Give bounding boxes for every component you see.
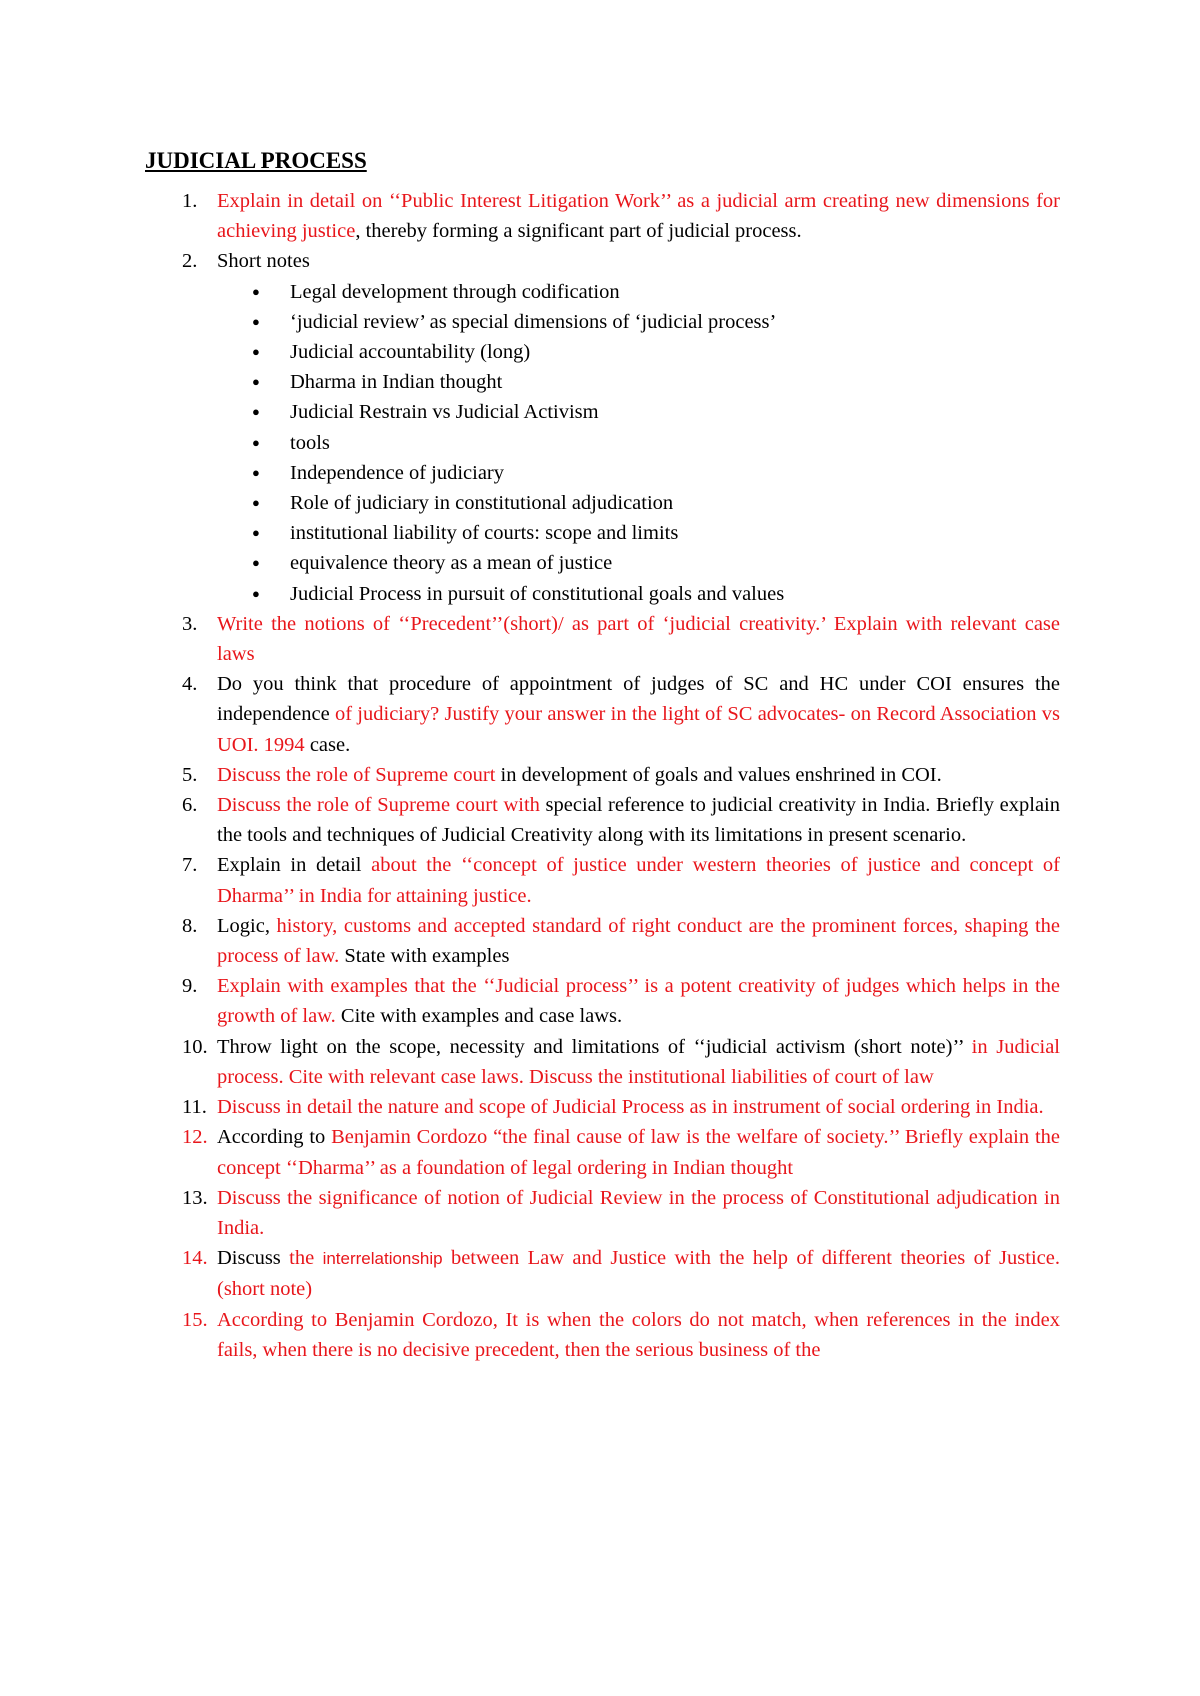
- question-number: 2.: [182, 250, 198, 273]
- text-segment: Throw light on the scope, necessity and limitations of ‘‘judicial activism (short note)’’: [217, 1035, 972, 1058]
- text-segment: , thereby forming a significant part of judicial process.: [355, 220, 802, 243]
- short-note-item: [217, 307, 1060, 337]
- question-number: 1.: [182, 190, 198, 212]
- question-text: [217, 975, 1060, 1027]
- bullet-icon: ●: [252, 525, 260, 541]
- bullet-icon: ●: [252, 495, 260, 511]
- bullet-icon: ●: [252, 344, 260, 360]
- text-segment: According to: [217, 1126, 332, 1149]
- text-segment: Write the notions of ‘‘Precedent’’(short)/ as part of ‘judicial creativity.’ Explain with relevant case laws: [217, 612, 1060, 666]
- text-segment: Discuss the role of Supreme court: [217, 763, 496, 786]
- question-text: [217, 250, 310, 272]
- question-item: [145, 850, 1060, 910]
- question-number: 5.: [182, 763, 198, 786]
- question-text: [217, 915, 1060, 967]
- text-segment: Logic,: [217, 914, 277, 937]
- question-item: [145, 1305, 1060, 1365]
- question-text: [217, 854, 1060, 906]
- text-segment: Explain in detail: [217, 854, 372, 877]
- text-segment: According to Benjamin Cordozo, It is when the colors do not match, when references in the index fails, when there is no decisive precedent, then the serious business of the: [217, 1308, 1060, 1361]
- question-item: [145, 1243, 1060, 1304]
- question-text: [217, 1096, 1044, 1118]
- question-number: 11.: [182, 1096, 207, 1119]
- bullet-icon: ●: [252, 283, 260, 299]
- short-note-text: tools: [290, 431, 330, 454]
- question-item: [145, 760, 1060, 790]
- question-number: 12.: [182, 1126, 208, 1149]
- text-segment: Do you think that procedure of appointment of judges of SC and HC under COI ensures the independence: [217, 673, 1060, 726]
- bullet-icon: ●: [252, 464, 260, 480]
- question-number: 7.: [182, 854, 198, 877]
- question-text: [217, 613, 1060, 665]
- text-segment: Explain with examples that the ‘‘Judicial process’’ is a potent creativity of judges which helps in the growth of law.: [217, 975, 1060, 1028]
- bullet-icon: ●: [252, 313, 260, 329]
- text-segment: Short notes: [217, 250, 310, 273]
- question-item: [145, 790, 1060, 850]
- question-text: [217, 1247, 1060, 1300]
- short-note-item: [217, 277, 1060, 307]
- text-segment: in development of goals and values enshrined in COI.: [495, 763, 942, 786]
- bullet-icon: ●: [252, 404, 260, 420]
- text-segment: Discuss the significance of notion of Judicial Review in the process of Constitutional adjudication in India.: [217, 1186, 1060, 1239]
- short-note-text: Judicial accountability (long): [290, 341, 531, 364]
- short-note-item: [217, 488, 1060, 518]
- short-note-text: Independence of judiciary: [290, 461, 505, 484]
- bullet-icon: ●: [252, 374, 260, 390]
- question-number: 15.: [182, 1308, 208, 1331]
- text-segment: Discuss in detail the nature and scope of Judicial Process as in instrument of social ordering in India.: [217, 1096, 1044, 1119]
- question-number: 4.: [182, 673, 198, 696]
- question-item: [145, 609, 1060, 669]
- short-note-text: Dharma in Indian thought: [290, 371, 503, 394]
- short-note-item: [217, 337, 1060, 367]
- text-segment: of judiciary? Justify your answer in the light of SC advocates- on Record Association vs UOI. 1994: [217, 703, 1060, 756]
- short-note-item: [217, 579, 1060, 609]
- question-number: 14.: [182, 1247, 208, 1270]
- short-note-text: Role of judiciary in constitutional adjudication: [290, 492, 674, 515]
- question-list: [145, 186, 1060, 1365]
- bullet-icon: ●: [252, 434, 260, 450]
- text-segment: history, customs and accepted standard of right conduct are the prominent forces, shaping the process of law.: [217, 914, 1060, 968]
- text-segment: Explain in detail on ‘‘Public Interest Litigation Work’’ as a judicial arm creating new dimensions for achieving justice: [217, 190, 1060, 243]
- question-item: [145, 669, 1060, 760]
- text-segment: Discuss: [217, 1247, 290, 1270]
- short-note-text: institutional liability of courts: scope and limits: [290, 522, 679, 545]
- question-text: [217, 1036, 1060, 1088]
- short-note-item: [217, 458, 1060, 488]
- short-note-item: [217, 367, 1060, 397]
- short-notes-list: [217, 277, 1060, 609]
- question-text: [217, 764, 942, 786]
- question-number: 10.: [182, 1035, 208, 1058]
- text-segment: Discuss the role of Supreme court with: [217, 794, 540, 817]
- question-text: [217, 1187, 1060, 1239]
- question-number: 9.: [182, 975, 198, 998]
- question-text: [217, 1126, 1060, 1178]
- text-segment: in Judicial process. Cite with relevant case laws. Discuss the institutional liabilities of court of law: [217, 1035, 1060, 1088]
- text-segment: interrelationship: [322, 1249, 443, 1269]
- question-number: 6.: [182, 794, 198, 817]
- question-text: [217, 673, 1060, 755]
- short-note-item: [217, 548, 1060, 578]
- short-note-text: Legal development through codification: [290, 280, 620, 303]
- question-number: 13.: [182, 1186, 208, 1209]
- text-segment: case.: [304, 733, 351, 756]
- question-text: [217, 1309, 1060, 1361]
- question-item: [145, 246, 1060, 608]
- text-segment: Cite with examples and case laws.: [335, 1005, 623, 1028]
- short-note-text: Judicial Process in pursuit of constitutional goals and values: [290, 582, 785, 605]
- short-note-item: [217, 397, 1060, 427]
- question-item: [145, 911, 1060, 971]
- bullet-icon: ●: [252, 555, 260, 571]
- question-text: [217, 794, 1060, 846]
- question-number: 8.: [182, 914, 198, 937]
- short-note-text: Judicial Restrain vs Judicial Activism: [290, 401, 599, 424]
- question-item: [145, 971, 1060, 1031]
- text-segment: State with examples: [339, 945, 510, 968]
- text-segment: about the ‘‘concept of justice under western theories of justice and concept of Dharma’’ in India for attaining justice.: [217, 854, 1060, 907]
- text-segment: the: [289, 1247, 323, 1270]
- question-item: [145, 1183, 1060, 1243]
- question-item: [145, 186, 1060, 246]
- short-note-item: [217, 518, 1060, 548]
- text-segment: Benjamin Cordozo “the final cause of law is the welfare of society.’’ Briefly explain the concept ‘‘Dharma’’ as a foundation of legal ordering in Indian thought: [217, 1126, 1060, 1179]
- question-item: [145, 1032, 1060, 1092]
- short-note-text: ‘judicial review’ as special dimensions of ‘judicial process’: [290, 310, 777, 333]
- short-note-item: [217, 428, 1060, 458]
- bullet-icon: ●: [252, 585, 260, 601]
- question-item: [145, 1092, 1060, 1122]
- question-text: [217, 190, 1060, 242]
- text-segment: special reference to judicial creativity in India. Briefly explain the tools and techniques of Judicial Creativity along with its limitations in present scenario.: [217, 794, 1060, 847]
- short-note-text: equivalence theory as a mean of justice: [290, 552, 613, 575]
- page-title: JUDICIAL PROCESS: [145, 148, 367, 173]
- question-item: [145, 1122, 1060, 1182]
- question-number: 3.: [182, 612, 198, 635]
- text-segment: between Law and Justice with the help of different theories of Justice. (short note): [217, 1247, 1060, 1301]
